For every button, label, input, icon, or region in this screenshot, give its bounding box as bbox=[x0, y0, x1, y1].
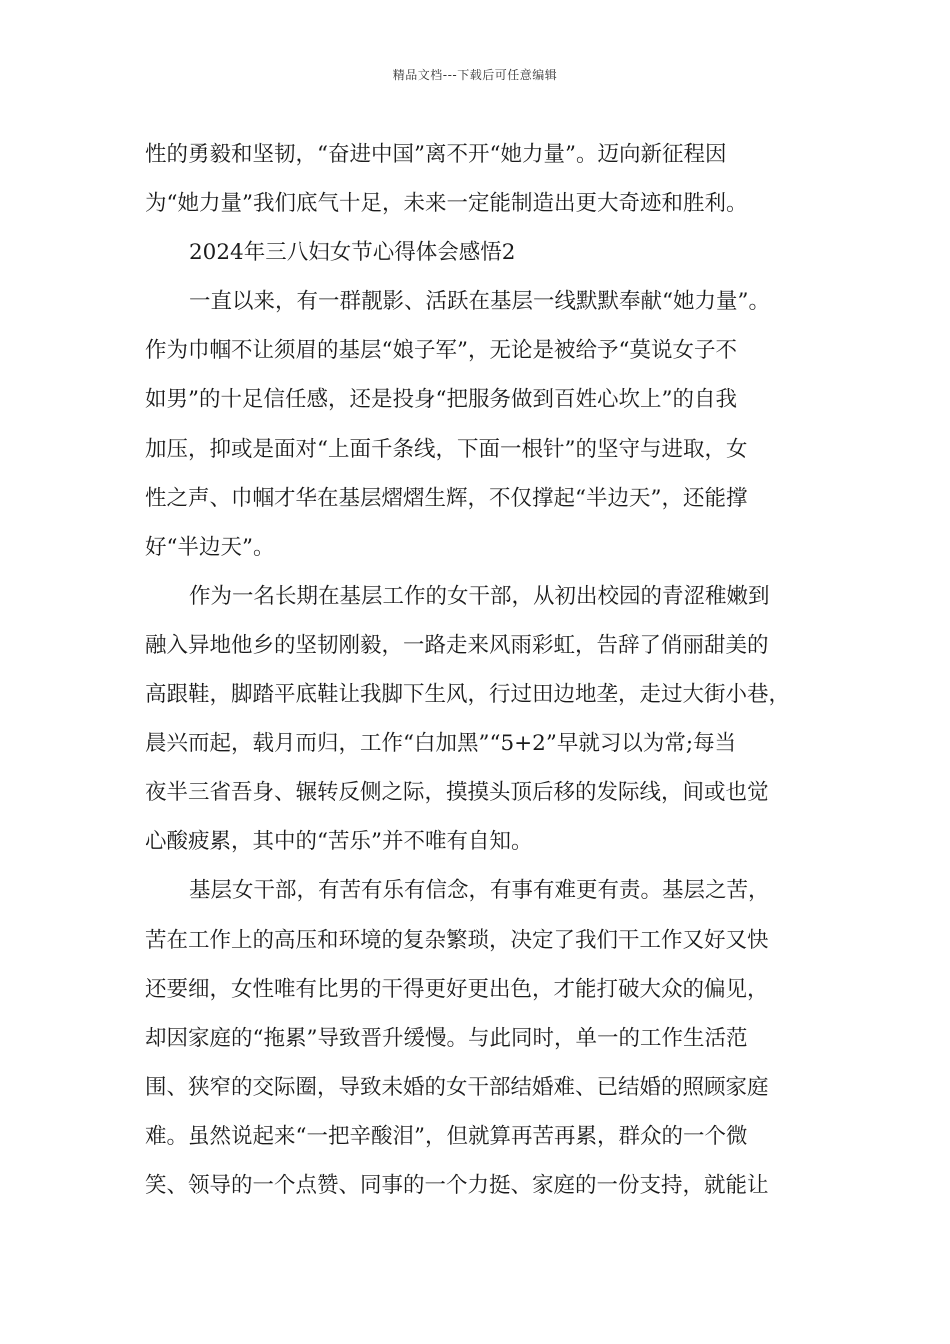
text-line: 难。虽然说起来“一把辛酸泪”，但就算再苦再累，群众的一个微 bbox=[145, 1123, 748, 1149]
text-line: 基层女干部，有苦有乐有信念，有事有难更有责。基层之苦， bbox=[189, 878, 770, 904]
text-line: 作为巾帼不让须眉的基层“娘子军”，无论是被给予“莫说女子不 bbox=[145, 338, 737, 364]
text-line: 为“她力量”我们底气十足，未来一定能制造出更大奇迹和胜利。 bbox=[145, 191, 748, 217]
text-line: 融入异地他乡的坚韧刚毅，一路走来风雨彩虹，告辞了俏丽甜美的 bbox=[145, 632, 769, 658]
text-line: 如男”的十足信任感，还是投身“把服务做到百姓心坎上”的自我 bbox=[145, 387, 737, 413]
page-header: 精品文档---下载后可任意编辑 bbox=[392, 68, 558, 82]
text-line: 作为一名长期在基层工作的女干部，从初出校园的青涩稚嫩到 bbox=[189, 583, 770, 609]
text-line: 晨兴而起，载月而归，工作“白加黑”“5+2”早就习以为常;每当 bbox=[145, 731, 737, 757]
text-line: 性的勇毅和坚韧，“奋进中国”离不开“她力量”。迈向新征程因 bbox=[145, 142, 727, 167]
text-line: 围、狭窄的交际圈，导致未婚的女干部结婚难、已结婚的照顾家庭 bbox=[145, 1074, 769, 1100]
text-line: 心酸疲累，其中的“苦乐”并不唯有自知。 bbox=[145, 829, 533, 855]
text-line: 苦在工作上的高压和环境的复杂繁琐，决定了我们干工作又好又快 bbox=[145, 927, 769, 953]
text-line: 笑、领导的一个点赞、同事的一个力挺、家庭的一份支持，就能让 bbox=[145, 1172, 769, 1198]
text-line: 却因家庭的“拖累”导致晋升缓慢。与此同时，单一的工作生活范 bbox=[145, 1025, 748, 1051]
document-body bbox=[145, 130, 825, 1210]
text-line: 夜半三省吾身、辗转反侧之际，摸摸头顶后移的发际线，间或也觉 bbox=[145, 780, 769, 806]
text-line: 还要细，女性唯有比男的干得更好更出色，才能打破大众的偏见， bbox=[145, 976, 769, 1002]
text-line: 高跟鞋，脚踏平底鞋让我脚下生风，行过田边地垄，走过大街小巷， bbox=[145, 682, 791, 708]
text-line: 好“半边天”。 bbox=[145, 534, 275, 560]
text-line: 性之声、巾帼才华在基层熠熠生辉，不仅撑起“半边天”，还能撑 bbox=[145, 485, 748, 511]
text-line: 加压，抑或是面对“上面千条线，下面一根针”的坚守与进取，女 bbox=[145, 436, 748, 462]
text-line: 一直以来，有一群靓影、活跃在基层一线默默奉献“她力量”。 bbox=[189, 289, 770, 315]
section-heading: 2024年三八妇女节心得体会感悟2 bbox=[189, 240, 516, 266]
